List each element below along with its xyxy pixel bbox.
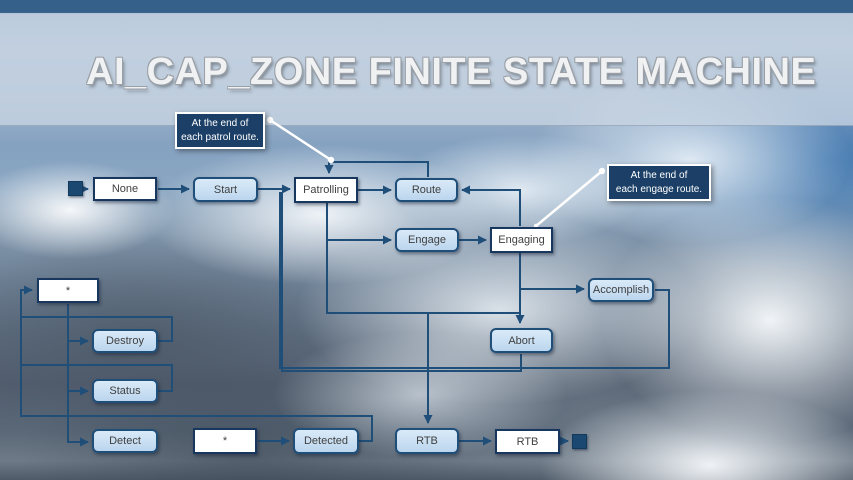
state-destroy: Destroy xyxy=(92,329,158,353)
state-engaging: Engaging xyxy=(490,227,553,253)
state-any-2: * xyxy=(193,428,257,454)
slide-title: AI_CAP_ZONE FINITE STATE MACHINE xyxy=(86,51,817,93)
callout-leader-lines xyxy=(270,120,602,226)
state-accomplish: Accomplish xyxy=(588,278,654,302)
final-state-marker xyxy=(572,434,587,449)
state-start: Start xyxy=(193,177,258,202)
state-abort: Abort xyxy=(490,328,553,353)
state-rtb-1: RTB xyxy=(395,428,459,454)
state-rtb-2: RTB xyxy=(495,429,560,454)
state-engage: Engage xyxy=(395,228,459,252)
state-any-1: * xyxy=(37,278,99,303)
state-detect: Detect xyxy=(92,429,158,453)
callout-patrol-line1: At the end of xyxy=(191,118,249,129)
callout-engage-line1: At the end of xyxy=(630,170,688,181)
state-patrolling: Patrolling xyxy=(294,177,358,203)
state-none: None xyxy=(93,177,157,201)
state-route: Route xyxy=(395,178,458,202)
initial-state-marker xyxy=(68,181,83,196)
callout-patrol-line2: each patrol route. xyxy=(181,131,259,143)
callout-patrol-route xyxy=(175,112,265,149)
callout-engage-route xyxy=(607,164,711,201)
callout-engage-line2: each engage route. xyxy=(615,183,703,195)
state-status: Status xyxy=(92,379,158,403)
state-detected: Detected xyxy=(293,428,359,454)
